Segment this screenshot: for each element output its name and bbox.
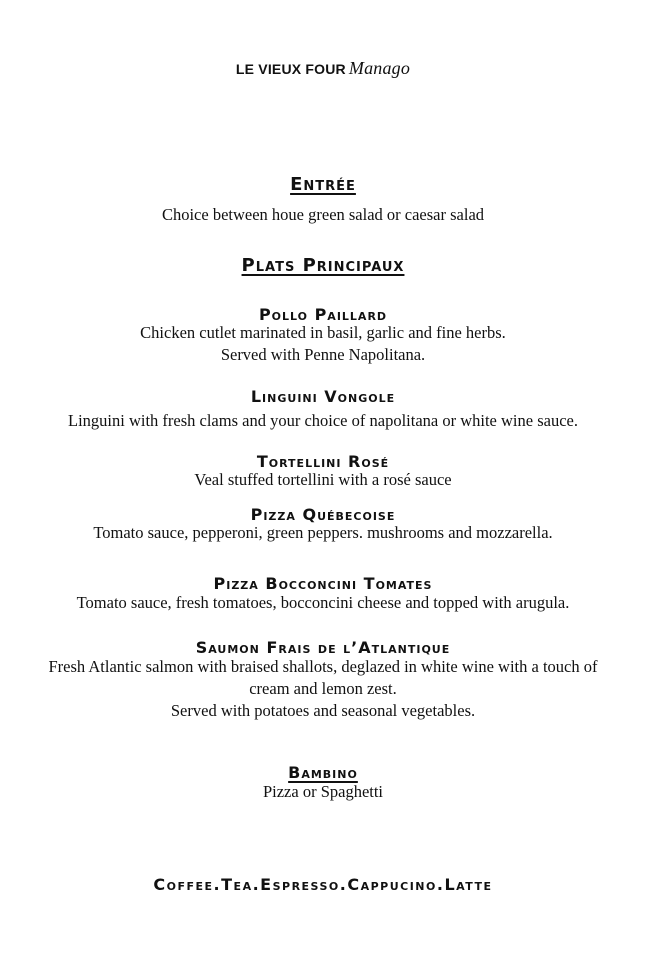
description-line: Veal stuffed tortellini with a rosé sauce <box>194 470 452 489</box>
menu-item-description-linguini-vongole <box>0 410 646 432</box>
menu-item-title-saumon-frais: Saumon Frais de l’Atlantique <box>195 638 451 657</box>
restaurant-logo <box>0 58 646 79</box>
menu-item-title-linguini-vongole: Linguini Vongole <box>250 387 396 406</box>
description-line: Chicken cutlet marinated in basil, garlic and fine herbs. <box>140 323 506 342</box>
logo-name: LE VIEUX FOUR <box>235 61 346 77</box>
description-line: Fresh Atlantic salmon with braised shallots, deglazed in white wine with a touch of <box>48 657 598 676</box>
plats-principaux-heading: Plats Principaux <box>241 255 405 276</box>
menu-item-title-tortellini-rose: Tortellini Rosé <box>256 452 390 471</box>
description-line: Served with Penne Napolitana. <box>220 345 426 364</box>
menu-item-title-pollo-paillard: Pollo Paillard <box>258 305 388 324</box>
menu-item-description-saumon-frais <box>0 656 646 722</box>
description-line: Linguini with fresh clams and your choice of napolitana or white wine sauce. <box>68 411 578 430</box>
entree-description: Choice between houe green salad or caesar salad <box>161 205 485 224</box>
logo-script: Manago <box>348 58 411 78</box>
description-line: cream and lemon zest. <box>249 679 397 698</box>
menu-item-title-pizza-quebecoise: Pizza Québecoise <box>250 505 396 524</box>
bambino-heading: Bambino <box>288 763 358 782</box>
description-line: Tomato sauce, pepperoni, green peppers. mushrooms and mozzarella. <box>93 523 553 542</box>
entree-heading: Entrée <box>290 174 356 195</box>
description-line: Tomato sauce, fresh tomatoes, bocconcini cheese and topped with arugula. <box>76 593 570 612</box>
menu-item-description-tortellini-rose <box>0 469 646 491</box>
bambino-description: Pizza or Spaghetti <box>262 782 384 801</box>
menu-item-description-pizza-quebecoise <box>0 522 646 544</box>
drinks-footer: Coffee.Tea.Espresso.Cappucino.Latte <box>153 875 493 894</box>
menu-item-description-pollo-paillard <box>0 322 646 366</box>
menu-item-description-pizza-bocconcini-tomates <box>0 592 646 614</box>
description-line: Served with potatoes and seasonal vegetables. <box>170 701 476 720</box>
menu-item-title-pizza-bocconcini-tomates: Pizza Bocconcini Tomates <box>213 574 433 593</box>
